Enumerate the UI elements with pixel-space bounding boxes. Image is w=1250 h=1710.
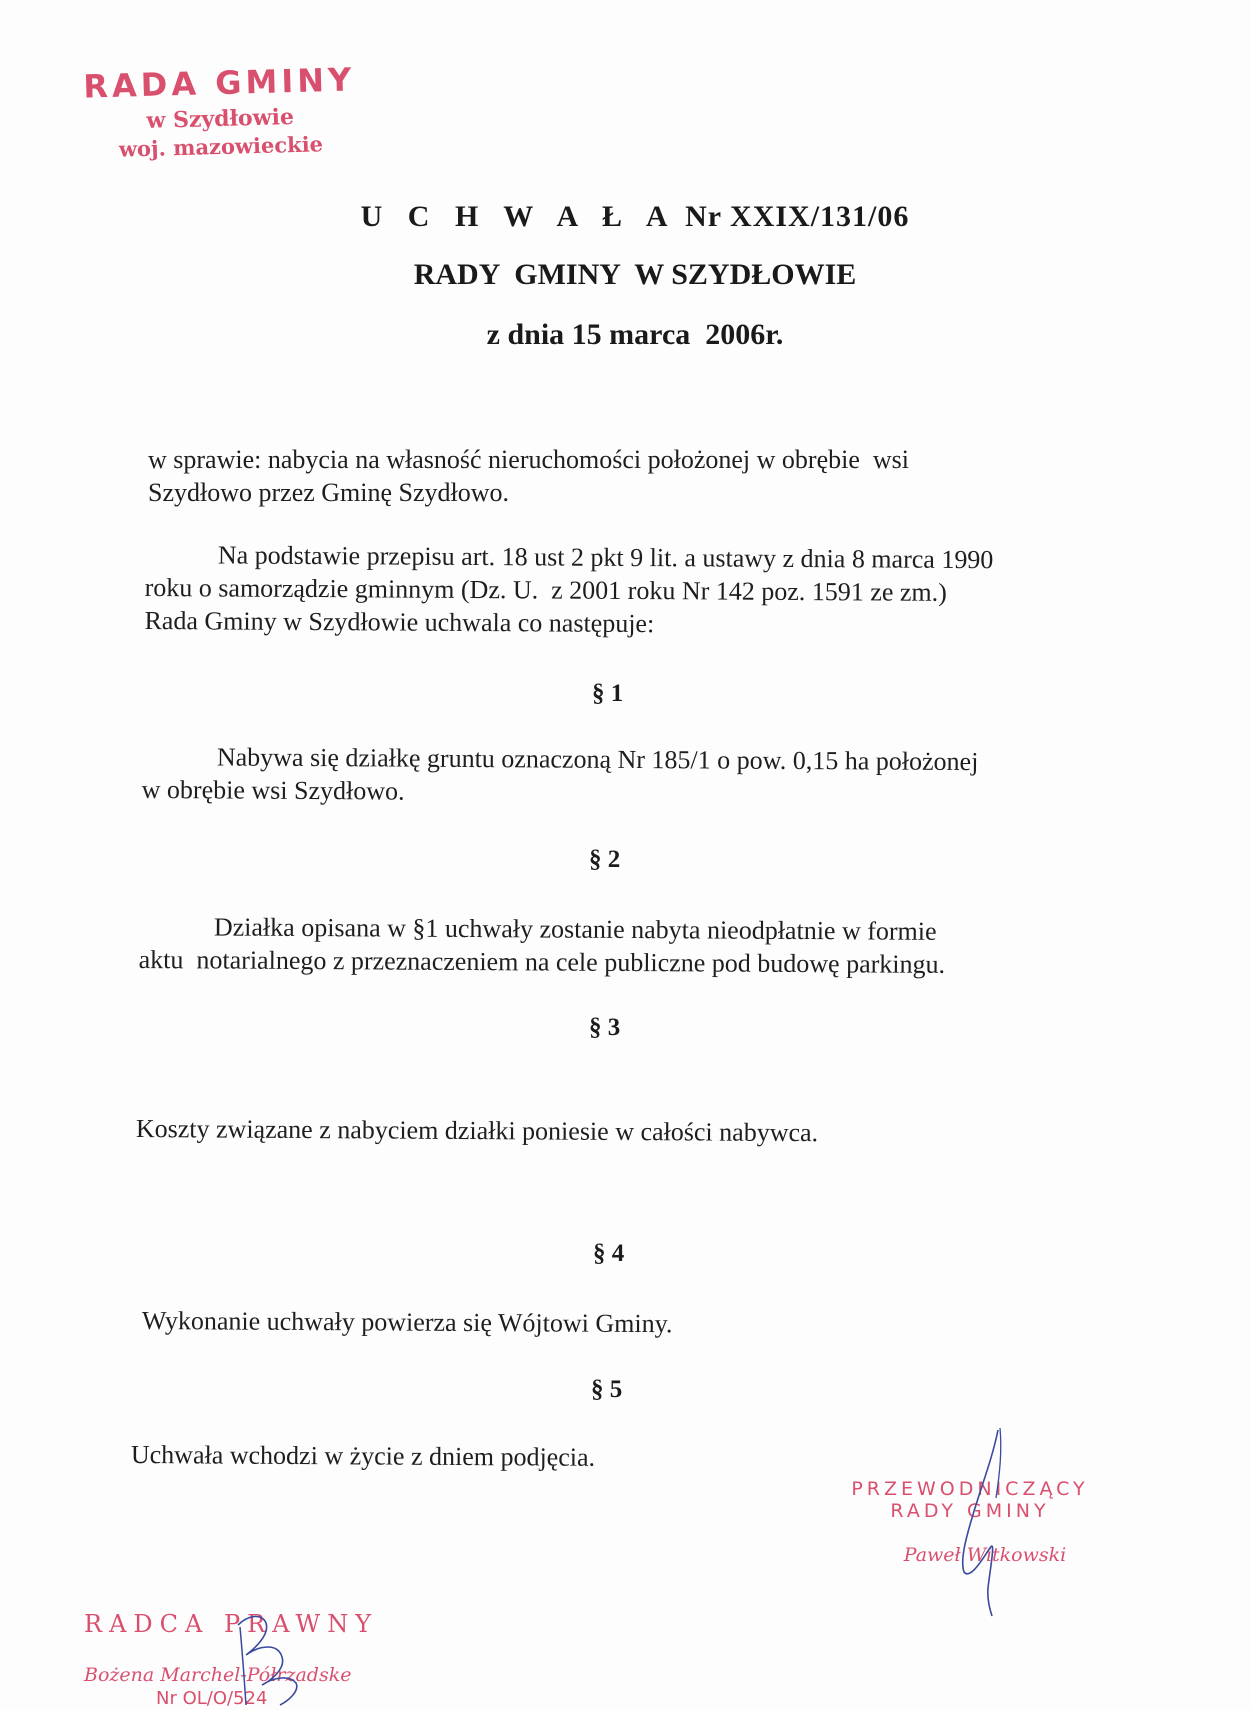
section-heading: § 4 [593,1240,625,1267]
chairman-name: Paweł Witkowski [903,1544,1067,1566]
resolution-subtitle: RADY GMINY W SZYDŁOWIE [413,258,857,291]
section-line: Działka opisana w §1 uchwały zostanie nabyta nieodpłatnie w formie [213,912,937,946]
section-line: w obrębie wsi Szydłowo. [141,774,405,806]
section-paragraph [136,1112,1136,1151]
section-line: Uchwała wchodzi w życie z dniem podjęcia. [130,1440,596,1472]
basis-line: Rada Gminy w Szydłowie uchwala co następuje: [144,605,655,639]
resolution-title-word: U C H W A Ł A [360,200,677,233]
resolution-date: z dnia 15 marca 2006r. [486,318,784,351]
legal-advisor-role: RADCA PRAWNY [84,1610,379,1638]
section-line: aktu notarialnego z przeznaczeniem na cele publiczne pod budowę parkingu. [138,944,946,979]
resolution-title [0,200,1250,234]
section-paragraph [142,1304,1142,1343]
subject-line: Szydłowo przez Gminę Szydłowo. [148,478,510,507]
section-line: Nabywa się działkę gruntu oznaczoną Nr 185/1 o pow. 0,15 ha położonej [216,742,979,777]
council-stamp-line2: w Szydłowie [146,104,295,134]
basis-line: Na podstawie przepisu art. 18 ust 2 pkt 9 lit. a ustawy z dnia 8 marca 1990 [217,540,994,575]
chairman-role-line2: RADY GMINY [890,1500,1050,1522]
section-paragraph [139,910,1139,982]
chairman-role-line1: PRZEWODNICZĄCY [851,1478,1089,1500]
legal-advisor-registration: Nr OL/O/524 [156,1688,268,1709]
council-stamp-line3: woj. mazowieckie [118,131,324,162]
council-stamp-line1: RADA GMINY [82,60,356,106]
section-heading: § 1 [592,680,624,707]
resolution-number: Nr XXIX/131/06 [685,200,910,233]
legal-advisor-signature [200,1605,330,1710]
section-heading: § 3 [589,1014,621,1041]
legal-basis-paragraph [144,538,1145,643]
section-heading: § 2 [589,846,621,873]
section-line: Wykonanie uchwały powierza się Wójtowi Gminy. [141,1306,673,1339]
council-stamp [69,60,371,163]
basis-line: roku o samorządzie gminnym (Dz. U. z 2001 roku Nr 142 poz. 1591 ze zm.) [144,572,947,607]
subject-paragraph [148,443,1128,509]
subject-line: w sprawie: nabycia na własność nieruchomości położonej w obrębie wsi [148,445,910,474]
chairman-signature [930,1420,1040,1620]
section-paragraph [142,740,1142,812]
legal-advisor-name: Bożena Marchel-Półrzadske [84,1664,352,1686]
section-line: Koszty związane z nabyciem działki poniesie w całości nabywca. [135,1114,819,1148]
section-heading: § 5 [591,1376,623,1403]
